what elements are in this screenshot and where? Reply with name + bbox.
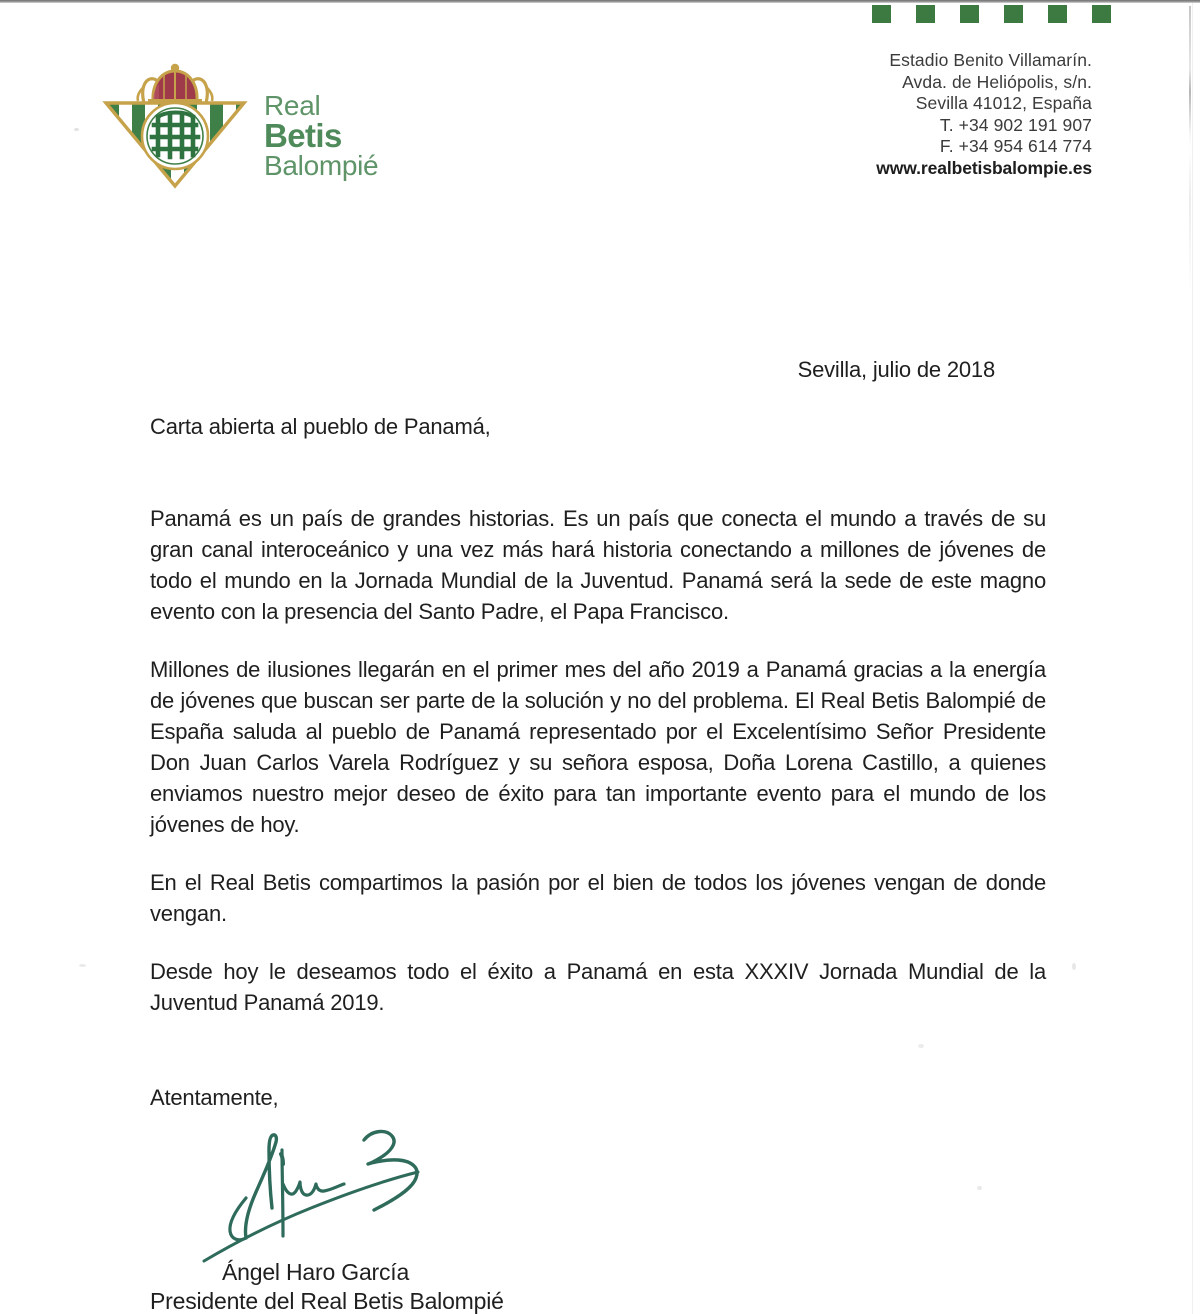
handwritten-signature-icon <box>186 1098 446 1263</box>
letter-body <box>150 503 1046 1018</box>
address-line-fax: F. +34 954 614 774 <box>939 136 1092 156</box>
address-website[interactable]: www.realbetisbalompie.es <box>876 157 1092 178</box>
letter-salutation: Carta abierta al pueblo de Panamá, <box>150 414 491 439</box>
letter-date: Sevilla, julio de 2018 <box>797 357 995 382</box>
monogram-roundel-icon <box>142 103 208 169</box>
decorative-square-strip <box>872 5 1111 23</box>
address-line-phone: T. +34 902 191 907 <box>939 114 1092 135</box>
letter-closing: Atentamente, <box>150 1085 279 1110</box>
crown-icon <box>138 64 213 103</box>
signature-block <box>150 1258 504 1314</box>
scan-right-rule-artifact <box>1189 6 1191 291</box>
address-line-stadium: Estadio Benito Villamarín. <box>889 50 1092 70</box>
letterhead-address <box>760 50 1092 179</box>
letter-paragraph: Desde hoy le deseamos todo el éxito a Panamá en esta XXXIV Jornada Mundial de la Juventud Panamá 2019. <box>150 959 1046 1015</box>
address-line-street: Avda. de Heliópolis, s/n. <box>902 71 1092 92</box>
club-logo <box>96 57 378 189</box>
scan-right-edge <box>1192 3 1193 1314</box>
decorative-square <box>1004 5 1023 23</box>
real-betis-crest-icon <box>96 57 254 189</box>
address-line-city: Sevilla 41012, España <box>915 93 1092 113</box>
club-wordmark <box>264 90 379 182</box>
scan-speck <box>918 1044 924 1048</box>
wordmark-line-real: Real <box>264 90 321 122</box>
decorative-square <box>916 5 935 23</box>
signer-title: Presidente del Real Betis Balompié <box>150 1288 504 1314</box>
wordmark-line-betis: Betis <box>264 116 342 154</box>
decorative-square <box>960 5 979 23</box>
scan-speck <box>79 964 86 967</box>
scan-top-edge-line <box>0 0 1200 3</box>
letter-paragraph: En el Real Betis compartimos la pasión por el bien de todos los jóvenes vengan de donde vengan. <box>150 870 1046 926</box>
signer-name: Ángel Haro García <box>222 1259 410 1285</box>
scan-speck <box>977 1186 982 1190</box>
scan-speck <box>74 128 79 131</box>
letter-paragraph: Panamá es un país de grandes historias. Es un país que conecta el mundo a través de su gran canal interoceánico y una vez más hará historia conectando a millones de jóvenes de todo el mundo en la Jornada Mundial de la Juventud. Panamá será la sede de este magno evento con la presencia del Santo Padre, el Papa Francisco. <box>150 506 1046 624</box>
decorative-square <box>872 5 891 23</box>
letter-paragraph: Millones de ilusiones llegarán en el primer mes del año 2019 a Panamá gracias a la energía de jóvenes que buscan ser parte de la solución y no del problema. El Real Betis Balompié de España saluda al pueblo de Panamá representado por el Excelentísimo Señor Presidente Don Juan Carlos Varela Rodríguez y su señora esposa, Doña Lorena Castillo, a quienes enviamos nuestro mejor deseo de éxito para tan importante evento para el mundo de los jóvenes de hoy. <box>150 657 1046 837</box>
decorative-square <box>1048 5 1067 23</box>
scan-speck <box>1072 963 1076 970</box>
wordmark-line-balompie: Balompié <box>264 150 379 182</box>
decorative-square <box>1092 5 1111 23</box>
